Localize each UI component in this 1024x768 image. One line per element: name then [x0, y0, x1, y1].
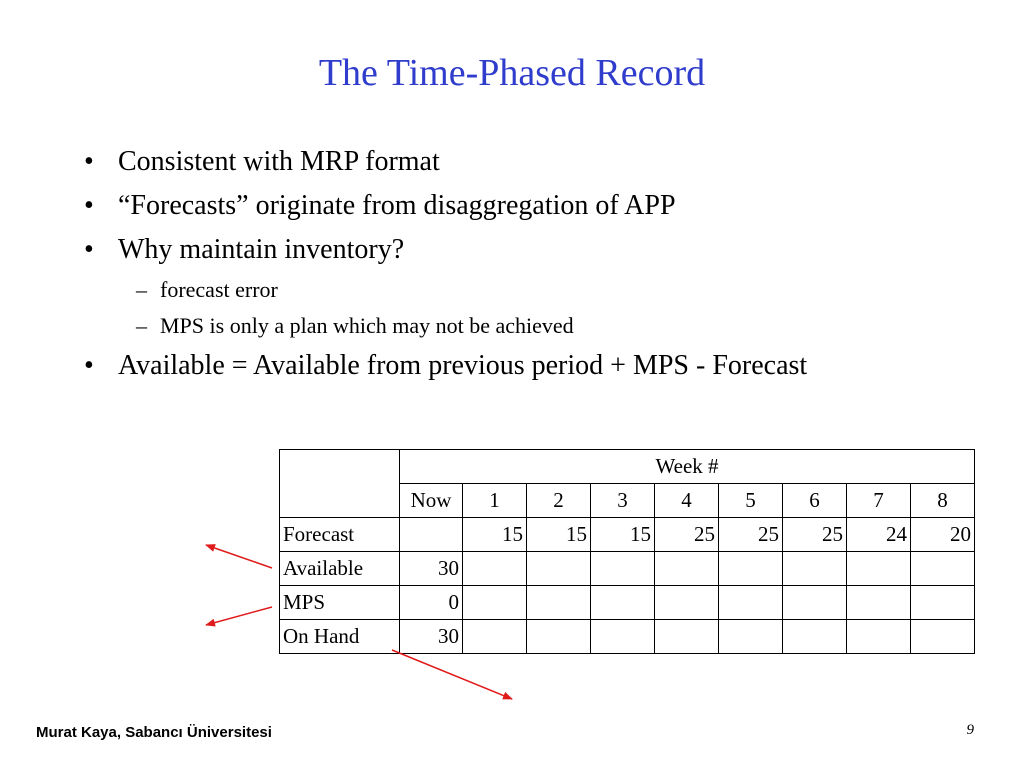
table-row: [280, 552, 975, 586]
column-header: 8: [911, 484, 975, 518]
table-cell: [719, 586, 783, 620]
table-row: [280, 518, 975, 552]
table-cell: [655, 586, 719, 620]
table-cell: 24: [847, 518, 911, 552]
table-cell: [911, 586, 975, 620]
table-cell: 25: [655, 518, 719, 552]
bullet-icon: •: [84, 350, 94, 381]
sub-bullet-text: forecast error: [160, 277, 278, 302]
table-cell: [783, 586, 847, 620]
table-cell: 30: [400, 620, 463, 654]
column-header: 4: [655, 484, 719, 518]
table-cell: [591, 586, 655, 620]
bullet-text: Consistent with MRP format: [118, 146, 440, 177]
bullet-text: Why maintain inventory?: [118, 234, 405, 265]
column-header: 5: [719, 484, 783, 518]
footer-author: Murat Kaya, Sabancı Üniversitesi: [36, 724, 272, 741]
table-cell: [783, 552, 847, 586]
row-label: Available: [280, 552, 400, 586]
column-header: Now: [400, 484, 463, 518]
bullet-item: [80, 228, 1000, 272]
table-cell: 25: [783, 518, 847, 552]
column-header: 3: [591, 484, 655, 518]
sub-bullet-item: [80, 272, 1000, 308]
table-cell: [463, 552, 527, 586]
column-header: 6: [783, 484, 847, 518]
bullet-icon: •: [84, 190, 94, 221]
table-cell: [655, 552, 719, 586]
empty-corner-cell: [280, 450, 400, 518]
table-cell: 30: [400, 552, 463, 586]
row-label: Forecast: [280, 518, 400, 552]
table-cell: [655, 620, 719, 654]
table-cell: 15: [591, 518, 655, 552]
table-row: [280, 586, 975, 620]
table-cell: [847, 586, 911, 620]
table-cell: 0: [400, 586, 463, 620]
table-cell: [847, 552, 911, 586]
bullet-item: [80, 344, 1000, 388]
table-cell: 15: [527, 518, 591, 552]
row-label: On Hand: [280, 620, 400, 654]
table-cell: [400, 518, 463, 552]
dash-icon: –: [136, 313, 147, 338]
table-cell: [591, 552, 655, 586]
bullet-list: [80, 140, 1000, 388]
table-cell: [527, 552, 591, 586]
table-cell: [911, 620, 975, 654]
arrow-mps-icon: [206, 607, 272, 625]
table-cell: [719, 552, 783, 586]
arrow-forecast-icon: [206, 545, 272, 568]
sub-bullet-item: [80, 308, 1000, 344]
row-label: MPS: [280, 586, 400, 620]
table-cell: [719, 620, 783, 654]
table-cell: [463, 620, 527, 654]
bullet-icon: •: [84, 146, 94, 177]
bullet-text: “Forecasts” originate from disaggregation of APP: [118, 190, 676, 221]
table-cell: [911, 552, 975, 586]
table-cell: 25: [719, 518, 783, 552]
slide-title: The Time-Phased Record: [318, 52, 706, 94]
table-cell: [527, 620, 591, 654]
table-cell: [527, 586, 591, 620]
table-row: [280, 620, 975, 654]
sub-bullet-text: MPS is only a plan which may not be achieved: [160, 313, 574, 338]
bullet-item: [80, 140, 1000, 184]
dash-icon: –: [136, 277, 147, 302]
column-header: 2: [527, 484, 591, 518]
week-header: Week #: [400, 450, 975, 484]
table-cell: 20: [911, 518, 975, 552]
time-phased-table: [279, 449, 975, 654]
page-number: 9: [966, 722, 974, 738]
arrow-onhand-icon: [392, 650, 512, 699]
table-cell: 15: [463, 518, 527, 552]
column-header: 7: [847, 484, 911, 518]
bullet-icon: •: [84, 234, 94, 265]
bullet-text: Available = Available from previous period + MPS - Forecast: [118, 350, 808, 381]
column-header: 1: [463, 484, 527, 518]
table-cell: [591, 620, 655, 654]
table-cell: [847, 620, 911, 654]
table-cell: [783, 620, 847, 654]
table-header-row: [280, 450, 975, 484]
table-cell: [463, 586, 527, 620]
bullet-item: [80, 184, 1000, 228]
